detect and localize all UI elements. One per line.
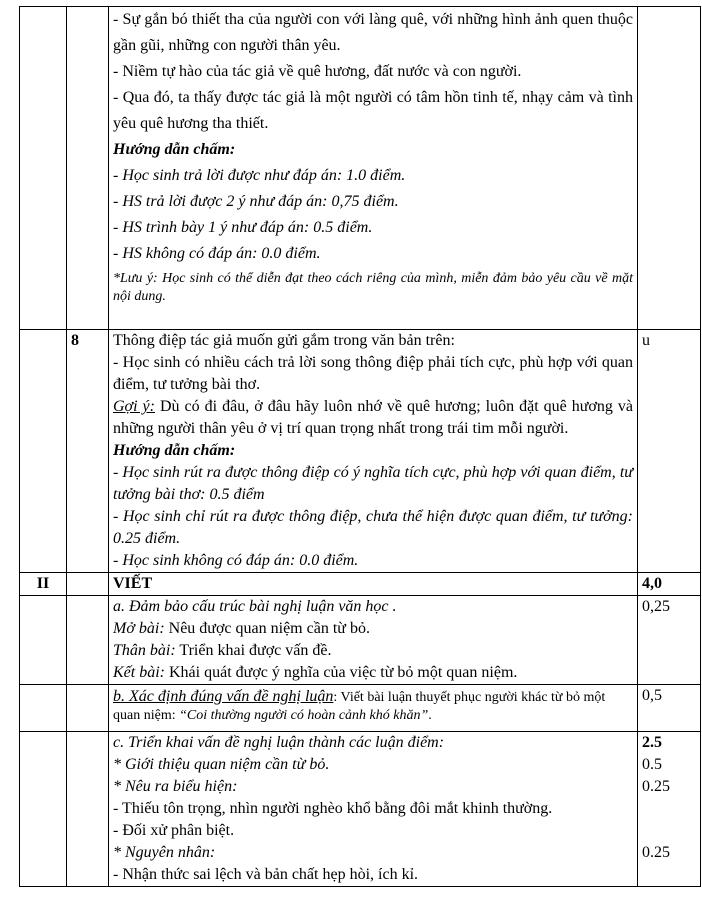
score-value: 0,25: [638, 596, 701, 685]
answer-intro: Thông điệp tác giả muốn gửi gắm trong văn bản trên:: [113, 332, 455, 349]
criteria-item: * Nêu ra biểu hiện:: [113, 778, 238, 795]
hint-label: Gợi ý:: [113, 398, 155, 415]
question-number-cell: [67, 732, 109, 887]
criteria-line: - Thiếu tôn trọng, nhìn người nghèo khổ bằng đôi mắt khinh thường.: [113, 800, 553, 817]
criteria-cell: [109, 732, 638, 887]
score-spacer: [642, 798, 696, 820]
guide-line: - HS trả lời được 2 ý như đáp án: 0,75 điểm.: [113, 193, 399, 210]
question-number-cell: [67, 7, 109, 330]
guide-line: - Học sinh không có đáp án: 0.0 điểm.: [113, 552, 359, 569]
section-cell: [20, 596, 67, 685]
answer-cell: [109, 7, 638, 330]
criteria-title: c. Triển khai vấn đề nghị luận thành các luận điểm:: [113, 734, 445, 751]
criteria-title: a. Đảm bảo cấu trúc bài nghị luận văn học .: [113, 598, 397, 615]
criteria-text: Nêu được quan niệm cần từ bỏ.: [164, 620, 370, 637]
criteria-text: Triển khai được vấn đề.: [175, 642, 332, 659]
table-row-a: [20, 596, 701, 685]
criteria-end: .: [428, 708, 432, 723]
answer-line: - Học sinh có nhiều cách trả lời song thông điệp phải tích cực, phù hợp với quan điểm, tư tưởng bài thơ.: [113, 354, 633, 393]
section-header-row: [20, 573, 701, 596]
question-number-cell: [67, 685, 109, 732]
question-number-cell: [67, 573, 109, 596]
criteria-text: : Viết bài luận thuyết phục người khác từ bỏ một quan niệm:: [113, 690, 606, 723]
guide-title: Hướng dẫn chấm:: [113, 442, 236, 459]
criteria-line: [113, 618, 633, 640]
grading-table: [19, 6, 701, 887]
score-value: 0.5: [642, 756, 662, 773]
answer-cell: [109, 330, 638, 573]
score-cell: [638, 7, 701, 330]
criteria-line: - Đối xử phân biệt.: [113, 822, 235, 839]
score-spacer: [642, 864, 696, 886]
criteria-label: Mở bài:: [113, 620, 165, 637]
question-number: 8: [67, 330, 109, 573]
question-number-cell: [67, 596, 109, 685]
section-cell: [20, 732, 67, 887]
criteria-label: Thân bài:: [113, 642, 176, 659]
criteria-line: - Nhận thức sai lệch và bản chất hẹp hòi, ích kỉ.: [113, 866, 419, 883]
guide-line: - Học sinh trả lời được như đáp án: 1.0 điểm.: [113, 167, 406, 184]
section-cell: [20, 330, 67, 573]
answer-line: - Qua đó, ta thấy được tác giả là một người có tâm hồn tinh tế, nhạy cảm và tình yêu quê hương tha thiết.: [113, 89, 633, 132]
section-title: VIẾT: [109, 573, 638, 596]
guide-line: - HS không có đáp án: 0.0 điểm.: [113, 245, 321, 262]
section-number: II: [20, 573, 67, 596]
score-value: 2.5: [642, 734, 662, 751]
criteria-label: b. Xác định đúng vấn đề nghị luận: [113, 688, 334, 705]
section-cell: [20, 7, 67, 330]
table-row-b: [20, 685, 701, 732]
table-row-q7: [20, 7, 701, 330]
table-row-q8: [20, 330, 701, 573]
score-spacer: [642, 820, 696, 842]
score-column: [638, 732, 701, 887]
guide-line: - HS trình bày 1 ý như đáp án: 0.5 điểm.: [113, 219, 373, 236]
criteria-line: [113, 688, 633, 725]
hint-text: Dù có đi đâu, ở đâu hãy luôn nhớ về quê hương; luôn đặt quê hương và những người thân yêu ở vị trí quan trọng nhất trong trái tim mỗi người.: [113, 398, 633, 437]
score-value: 0.25: [642, 844, 670, 861]
criteria-text: Khái quát được ý nghĩa của việc từ bỏ một quan niệm.: [165, 664, 518, 681]
section-score: 4,0: [638, 573, 701, 596]
section-cell: [20, 685, 67, 732]
score-value: 0,5: [638, 685, 701, 732]
guide-line: - Học sinh rút ra được thông điệp có ý nghĩa tích cực, phù hợp với quan điểm, tư tưởng bài thơ: 0.5 điểm: [113, 464, 633, 503]
answer-line: - Sự gắn bó thiết tha của người con với làng quê, với những hình ảnh quen thuộc gần gũi, những con người thân yêu.: [113, 11, 633, 54]
score-value: 0.25: [642, 778, 670, 795]
criteria-label: Kết bài:: [113, 664, 165, 681]
hint-block: [113, 396, 633, 440]
criteria-line: [113, 662, 633, 684]
guide-line: - Học sinh chỉ rút ra được thông điệp, chưa thể hiện được quan điểm, tư tưởng: 0.25 điểm.: [113, 508, 633, 547]
score-cell: u: [638, 330, 701, 573]
note-text: *Lưu ý: Học sinh có thể diễn đạt theo cách riêng của mình, miễn đảm bảo yêu cầu về mặt nội dung.: [113, 271, 633, 304]
criteria-item: * Nguyên nhân:: [113, 844, 216, 861]
table-row-c: [20, 732, 701, 887]
guide-title: Hướng dẫn chấm:: [113, 141, 236, 158]
criteria-cell: [109, 685, 638, 732]
criteria-line: [113, 640, 633, 662]
criteria-item: * Giới thiệu quan niệm cần từ bỏ.: [113, 756, 330, 773]
criteria-quote: “Coi thường người có hoàn cảnh khó khăn”: [179, 708, 429, 723]
criteria-cell: [109, 596, 638, 685]
answer-line: - Niềm tự hào của tác giả về quê hương, đất nước và con người.: [113, 63, 522, 80]
